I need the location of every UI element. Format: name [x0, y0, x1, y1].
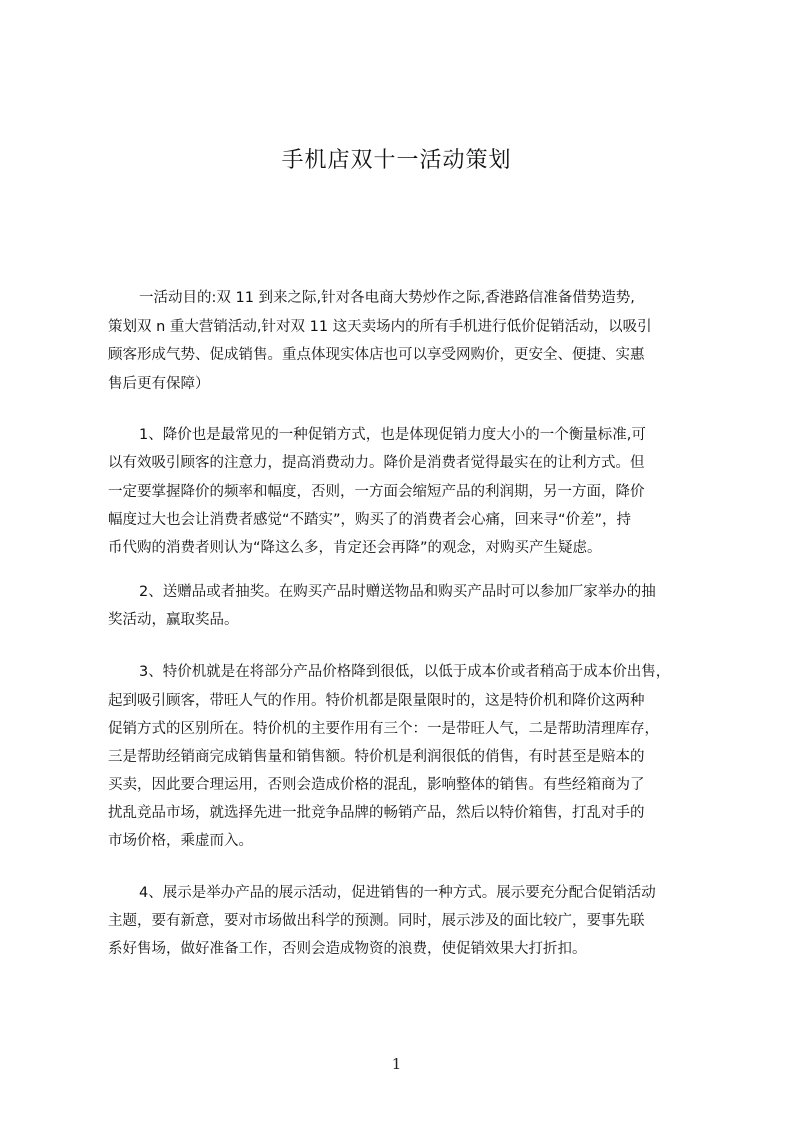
text-line: 主题，要有新意，要对市场做出科学的预测。同时，展示涉及的面比较广，要事先联 — [108, 913, 645, 929]
text-line: 以有效吸引顾客的注意力，提高消费动力。降价是消费者觉得最实在的让利方式。但 — [108, 455, 645, 471]
text-line: 策划双 n 重大营销活动,针对双 11 这天卖场内的所有手机进行低价促销活动，以吸引 — [108, 319, 652, 335]
text-line: 一活动目的:双 11 到来之际,针对各电商大势炒作之际,香港路信准备借势造势, — [139, 290, 635, 306]
text-line: 2、送赠品或者抽奖。在购买产品时赠送物品和购买产品时可以参加厂家举办的抽 — [139, 584, 656, 600]
document-title: 手机店双十一活动策划 — [281, 148, 512, 173]
text-line: 市场价格，乘虚而入。 — [108, 833, 253, 849]
text-line: 售后更有保障） — [108, 376, 210, 392]
text-line: 3、特价机就是在将部分产品价格降到很低，以低于成本价或者稍高于成本价出售， — [139, 664, 671, 680]
page-number: 1 — [391, 1055, 402, 1073]
text-line: 系好售场，做好准备工作，否则会造成物资的浪费，使促销效果大打折扣。 — [108, 941, 587, 957]
text-line: 1、降价也是最常见的一种促销方式，也是体现促销力度大小的一个衡量标准,可 — [139, 427, 646, 443]
text-line: 买卖，因此要合理运用，否则会造成价格的混乱，影响整体的销售。有些经箱商为了 — [108, 777, 645, 793]
text-line: 扰乱竞品市场，就选择先进一批竞争品牌的畅销产品，然后以特价箱售，打乱对手的 — [108, 805, 645, 821]
text-line: 4、展示是举办产品的展示活动，促进销售的一种方式。展示要充分配合促销活动 — [139, 885, 656, 901]
text-line: 三是帮助经销商完成销售量和销售额。特价机是利润很低的俏售，有时甚至是赔本的 — [108, 749, 645, 765]
text-line: 币代购的消费者则认为“降这么多，肯定还会再降”的观念，对购买产生疑虑。 — [108, 540, 602, 556]
text-line: 促销方式的区别所在。特价机的主要作用有三个：一是带旺人气，二是帮助清理库存， — [108, 721, 659, 737]
text-line: 奖活动，赢取奖品。 — [108, 612, 239, 628]
text-line: 顾客形成气势、促成销售。重点体现实体店也可以享受网购价，更安全、便捷、实惠 — [108, 347, 645, 363]
text-line: 起到吸引顾客，带旺人气的作用。特价机都是限量限时的，这是特价机和降价这两种 — [108, 693, 645, 709]
text-line: 一定要掌握降价的频率和幅度，否则，一方面会缩短产品的利润期，另一方面，降价 — [108, 484, 645, 500]
text-line: 幅度过大也会让消费者感觉“不踏实”，购买了的消费者会心痛，回来寻“价差”，持 — [108, 512, 632, 528]
